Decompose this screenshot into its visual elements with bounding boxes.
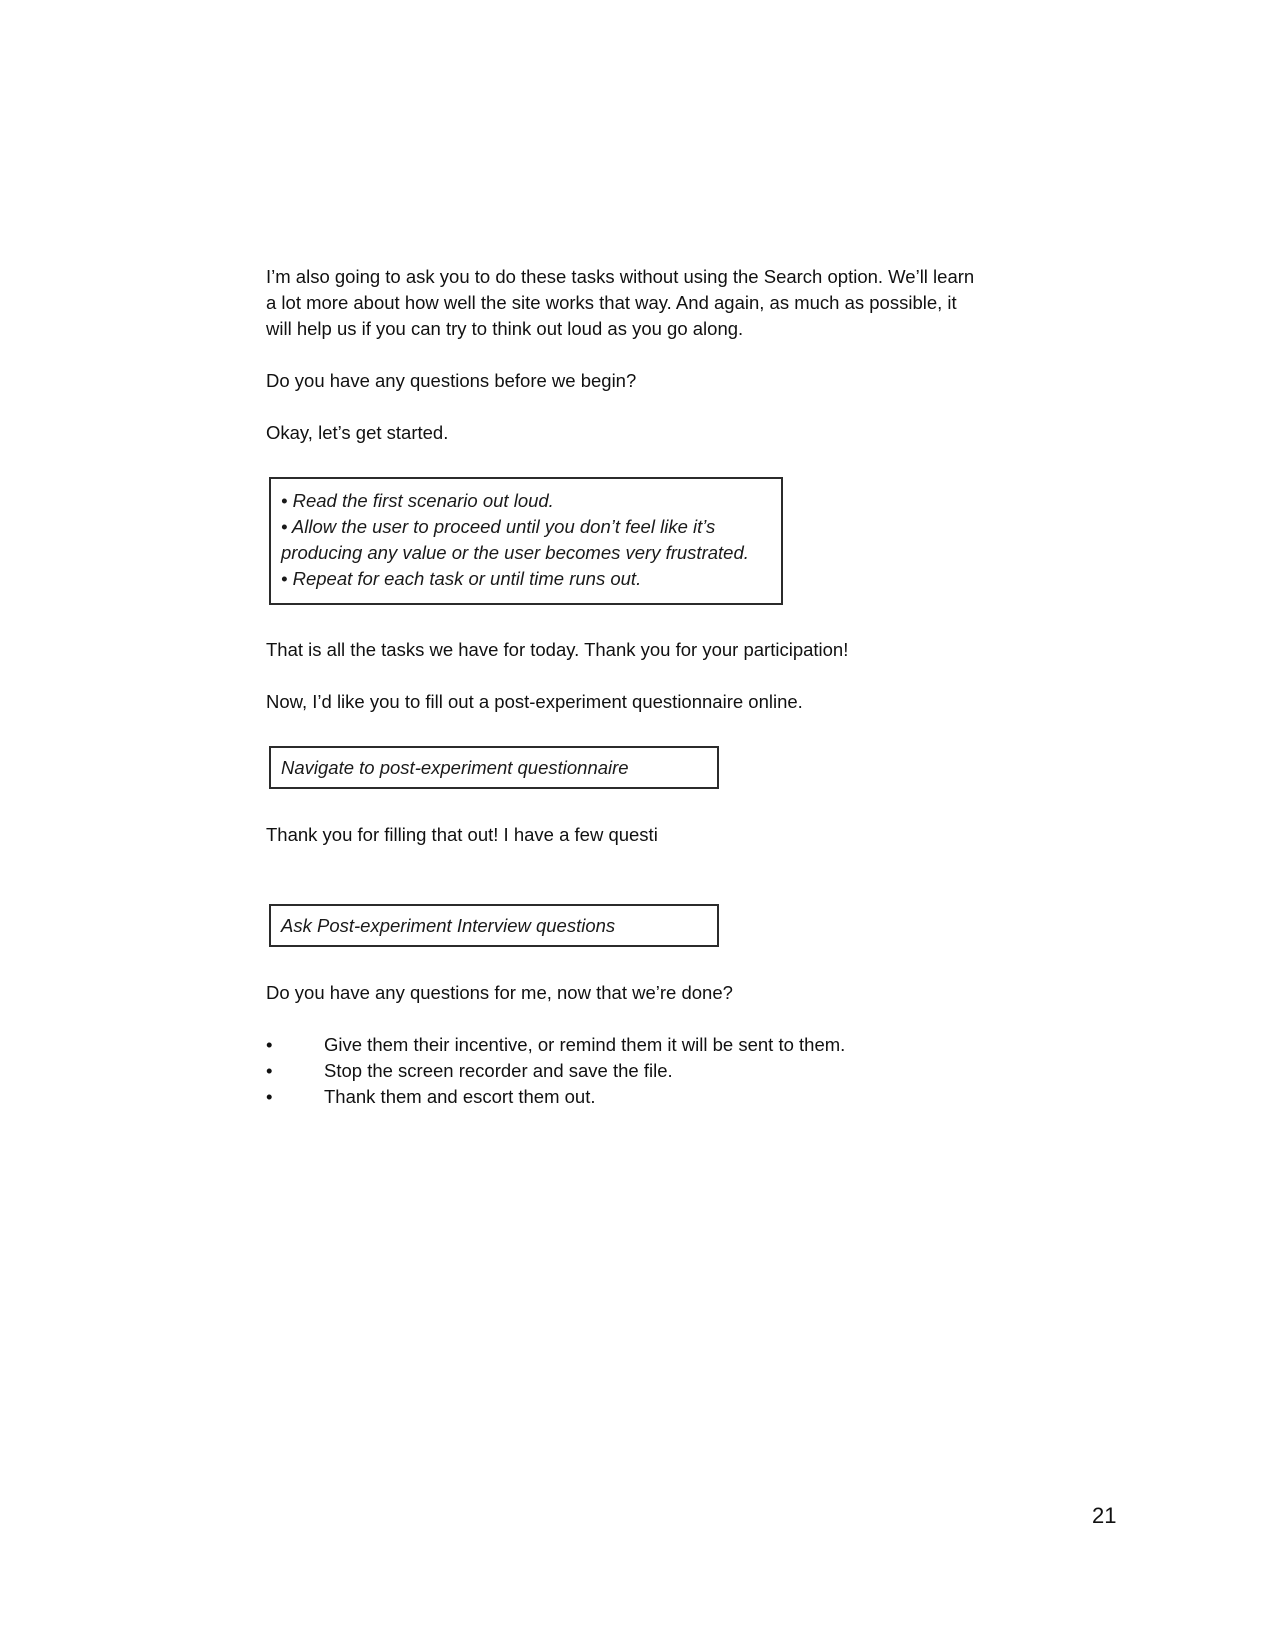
instruction-line: • Read the first scenario out loud. [281, 490, 554, 511]
lets-get-started: Okay, let’s get started. [266, 422, 449, 443]
list-item [266, 1084, 595, 1110]
tasks-done: That is all the tasks we have for today. Thank you for your participation! [266, 639, 849, 660]
instruction-box-interview [269, 904, 719, 947]
bullet: • [266, 1086, 273, 1107]
questionnaire-request: Now, I’d like you to fill out a post-experiment questionnaire online. [266, 691, 803, 712]
page-number: 21 [1092, 1503, 1117, 1528]
intro-line-3: will help us if you can try to think out loud as you go along. [266, 318, 744, 339]
list-item [266, 1032, 845, 1058]
bullet: • [266, 1034, 273, 1055]
instruction-box-questionnaire [269, 746, 719, 789]
instruction-line: • Repeat for each task or until time runs out. [281, 568, 642, 589]
instruction-box-tasks [269, 477, 783, 605]
intro-line-1: I’m also going to ask you to do these tasks without using the Search option. We’ll learn [266, 266, 975, 287]
list-item [266, 1058, 673, 1084]
list-item-text: Stop the screen recorder and save the file. [324, 1060, 673, 1081]
list-item-text: Thank them and escort them out. [324, 1086, 596, 1107]
intro-line-2: a lot more about how well the site works that way. And again, as much as possible, it [266, 292, 957, 313]
instruction-line: Ask Post-experiment Interview questions [281, 915, 616, 936]
questions-for-me: Do you have any questions for me, now that we’re done? [266, 982, 733, 1003]
instruction-line: • Allow the user to proceed until you don’t feel like it’s [281, 516, 716, 537]
bullet: • [266, 1060, 273, 1081]
instruction-line: producing any value or the user becomes very frustrated. [281, 542, 749, 563]
thank-you-filling: Thank you for filling that out! I have a few questi [266, 824, 658, 845]
list-item-text: Give them their incentive, or remind them it will be sent to them. [324, 1034, 846, 1055]
questions-before-begin: Do you have any questions before we begin? [266, 370, 637, 391]
instruction-line: Navigate to post-experiment questionnaire [281, 757, 629, 778]
